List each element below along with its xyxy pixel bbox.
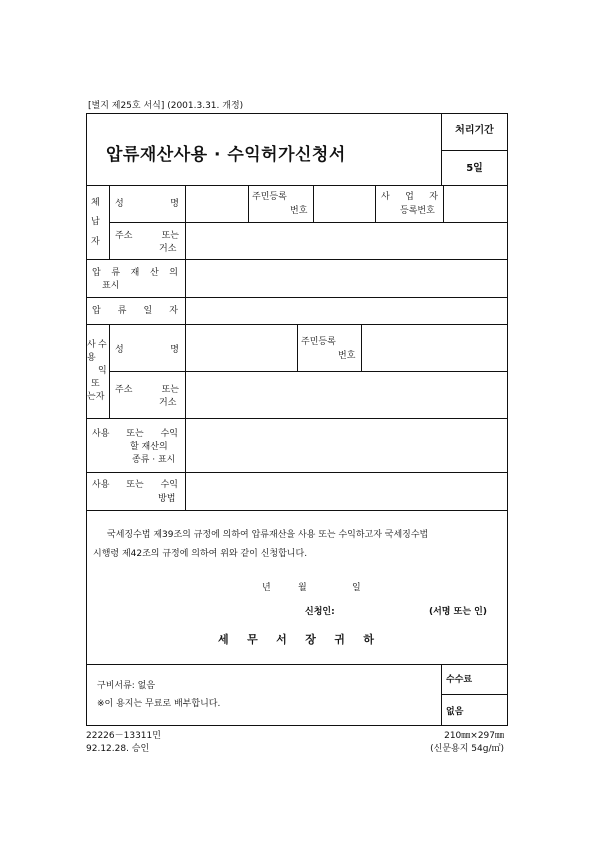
applicant-label: 신청인: <box>305 607 335 617</box>
footer-approval-date: 92.12.28. 승인 <box>86 744 150 754</box>
statement-line-2: 시행령 제42조의 규정에 의하여 위와 같이 신청합니다. <box>93 549 308 559</box>
user-name-label: 성 명 <box>115 345 179 355</box>
delinquent-name-label: 성 명 <box>115 199 179 209</box>
usage-method-label-1: 사용 또는 수익 <box>92 480 178 490</box>
user-char-1: 사 <box>87 340 96 350</box>
user-char-5: 또 <box>91 379 100 389</box>
footer-form-number: 22226－13311민 <box>86 731 161 741</box>
processing-period-label: 처리기간 <box>455 125 494 136</box>
delinquent-resident-no-field[interactable] <box>314 186 374 221</box>
date-year-label: 년 <box>262 583 271 593</box>
processing-period-value: 5일 <box>466 163 483 174</box>
fee-value: 없음 <box>446 707 464 717</box>
user-resident-no-label-1: 주민등록 <box>301 337 336 347</box>
delinquent-char-1: 체 <box>91 198 100 208</box>
user-char-4: 익 <box>98 366 107 376</box>
applicant-sign-label: (서명 또는 인) <box>429 607 487 617</box>
delinquent-resident-no-label-1: 주민등록 <box>252 192 287 202</box>
user-address-field[interactable] <box>186 372 507 417</box>
delinquent-address-field[interactable] <box>186 223 507 258</box>
applicant-field[interactable] <box>346 602 426 620</box>
footer-paper-type: (신문용지 54g/㎡) <box>430 744 504 754</box>
usage-method-field[interactable] <box>186 473 507 509</box>
delinquent-address-label-2: 거소 <box>159 244 177 254</box>
property-kind-label-1: 사용 또는 수익 <box>92 429 178 439</box>
seized-property-label-2: 표시 <box>102 281 120 291</box>
delinquent-address-label-1: 주소 또는 <box>115 231 179 241</box>
user-resident-no-label-2: 번호 <box>338 351 356 361</box>
seizure-date-label: 압 류 일 자 <box>92 306 178 316</box>
footer-paper-size: 210㎜×297㎜ <box>444 731 504 741</box>
fee-label: 수수료 <box>446 675 473 685</box>
usage-method-label-2: 방법 <box>158 494 176 504</box>
delinquent-char-2: 납 <box>91 217 100 227</box>
attachments-note: 구비서류: 없음 <box>97 681 156 691</box>
delinquent-resident-no-label-2: 번호 <box>290 206 308 216</box>
date-day-label: 일 <box>352 583 361 593</box>
delinquent-char-3: 자 <box>91 237 100 247</box>
addressee-line: 세 무 서 장 귀 하 <box>218 633 374 646</box>
user-char-2: 수 <box>98 340 107 350</box>
delinquent-name-field[interactable] <box>186 186 247 221</box>
business-no-label-1: 사 업 자 <box>381 192 438 202</box>
property-kind-field[interactable] <box>186 419 507 471</box>
form-reference: [별지 제25호 서식] (2001.3.31. 개정) <box>88 101 244 111</box>
property-kind-label-2: 할 재산의 <box>130 442 168 452</box>
date-month-label: 월 <box>298 583 307 593</box>
user-char-3: 용 <box>87 353 96 363</box>
business-no-label-2: 등록번호 <box>400 206 435 216</box>
delinquent-business-no-field[interactable] <box>444 186 507 221</box>
user-resident-no-field[interactable] <box>362 325 507 370</box>
statement-line-1: 국세징수법 제39조의 규정에 의하여 압류재산을 사용 또는 수익하고자 국세징수법 <box>107 530 429 540</box>
user-name-field[interactable] <box>186 325 296 370</box>
user-address-label-1: 주소 또는 <box>115 385 179 395</box>
form-title: 압류재산사용 · 수익허가신청서 <box>106 145 346 165</box>
user-char-6: 는자 <box>87 392 105 402</box>
seized-property-field[interactable] <box>186 260 507 296</box>
property-kind-label-3: 종류 · 표시 <box>132 455 176 465</box>
free-form-note: ※이 용지는 무료로 배부합니다. <box>97 699 221 709</box>
seizure-date-field[interactable] <box>186 298 507 323</box>
seized-property-label-1: 압 류 재 산 의 <box>92 268 178 278</box>
user-address-label-2: 거소 <box>159 398 177 408</box>
